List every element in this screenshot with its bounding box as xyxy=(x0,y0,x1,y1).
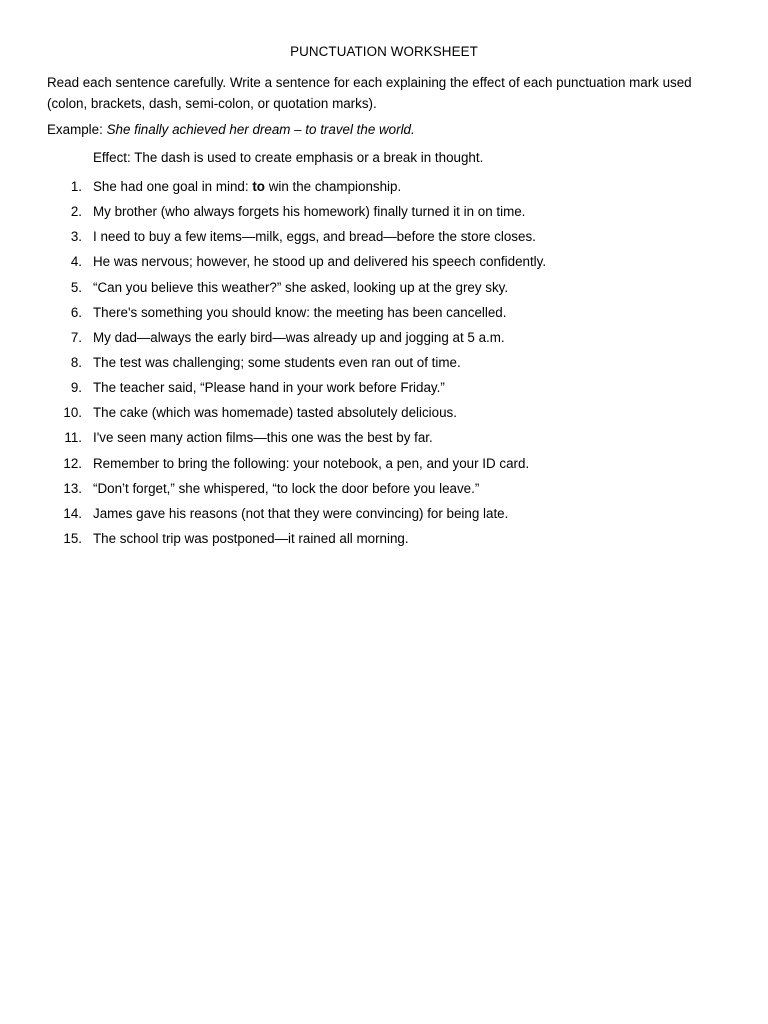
question-number: 7. xyxy=(70,329,82,345)
question-text xyxy=(93,354,461,372)
question-item-7 xyxy=(0,329,768,354)
question-text xyxy=(93,505,508,523)
question-text xyxy=(93,480,479,498)
question-item-6 xyxy=(0,304,768,329)
question-text-part: “Can you believe this weather?” she asked, looking up at the grey sky. xyxy=(93,279,509,295)
question-item-8 xyxy=(0,354,768,379)
question-text xyxy=(93,203,525,221)
question-item-10 xyxy=(0,404,768,429)
question-text-part: win the championship. xyxy=(264,179,402,194)
question-number: 9. xyxy=(70,380,82,396)
question-item-2 xyxy=(0,203,768,228)
question-item-15 xyxy=(0,530,768,555)
question-item-13 xyxy=(0,480,768,505)
question-number: 2. xyxy=(70,204,82,220)
question-item-9 xyxy=(0,379,768,404)
question-item-11 xyxy=(0,429,768,454)
question-text-part: The teacher said, “Please hand in your work before Friday.” xyxy=(93,380,445,396)
question-item-3 xyxy=(0,228,768,253)
question-number: 4. xyxy=(70,254,82,270)
question-text-part: The cake (which was homemade) tasted absolutely delicious. xyxy=(93,405,457,421)
question-text xyxy=(93,379,445,397)
question-text-part: The test was challenging; some students even ran out of time. xyxy=(93,354,461,370)
question-text-part: She had one goal in mind: xyxy=(93,179,253,194)
question-list xyxy=(0,178,768,555)
question-text-part: Remember to bring the following: your notebook, a pen, and your ID card. xyxy=(93,455,530,471)
question-text-part: There's something you should know: the meeting has been cancelled. xyxy=(93,304,507,320)
question-text-part: My brother (who always forgets his homework) finally turned it in on time. xyxy=(93,204,526,220)
question-number: 11. xyxy=(64,430,82,446)
question-number: 1. xyxy=(70,179,82,194)
question-number: 5. xyxy=(70,279,82,295)
question-text-part: I need to buy a few items—milk, eggs, and bread—before the store closes. xyxy=(93,229,536,245)
question-text xyxy=(93,329,505,347)
example-sentence: She finally achieved her dream – to travel the world. xyxy=(106,122,415,137)
question-item-12 xyxy=(0,455,768,480)
instructions-paragraph: Read each sentence carefully. Write a sentence for each explaining the effect of each punctuation mark used (colon, brackets, dash, semi-colon, or quotation marks). xyxy=(47,75,692,111)
question-number: 10. xyxy=(63,405,82,421)
question-bold-word: to xyxy=(252,179,265,194)
question-text xyxy=(93,178,401,196)
question-item-1 xyxy=(0,178,768,203)
question-number: 13. xyxy=(63,480,82,496)
question-item-5 xyxy=(0,279,768,304)
question-text xyxy=(93,279,508,297)
question-number: 15. xyxy=(63,530,82,546)
example-line xyxy=(47,122,415,137)
example-effect: Effect: The dash is used to create emphasis or a break in thought. xyxy=(93,150,484,165)
question-number: 3. xyxy=(70,229,82,245)
question-text xyxy=(93,253,546,271)
question-item-4 xyxy=(0,253,768,278)
question-text xyxy=(93,404,457,422)
question-text xyxy=(93,530,409,548)
question-text-part: My dad—always the early bird—was already up and jogging at 5 a.m. xyxy=(93,329,505,345)
question-number: 14. xyxy=(63,505,82,521)
question-number: 12. xyxy=(63,455,82,471)
question-number: 8. xyxy=(70,354,82,370)
question-text xyxy=(93,455,529,473)
example-label: Example: xyxy=(47,122,103,137)
question-item-14 xyxy=(0,505,768,530)
question-text-part: I've seen many action films—this one was the best by far. xyxy=(93,430,433,446)
question-text xyxy=(93,228,536,246)
question-text-part: James gave his reasons (not that they were convincing) for being late. xyxy=(93,505,509,521)
question-text-part: “Don’t forget,” she whispered, “to lock the door before you leave.” xyxy=(93,480,480,496)
question-number: 6. xyxy=(70,304,82,320)
page-title: PUNCTUATION WORKSHEET xyxy=(290,44,478,59)
question-text-part: The school trip was postponed—it rained all morning. xyxy=(93,530,409,546)
question-text xyxy=(93,429,433,447)
question-text-part: He was nervous; however, he stood up and delivered his speech confidently. xyxy=(93,254,547,270)
question-text xyxy=(93,304,506,322)
